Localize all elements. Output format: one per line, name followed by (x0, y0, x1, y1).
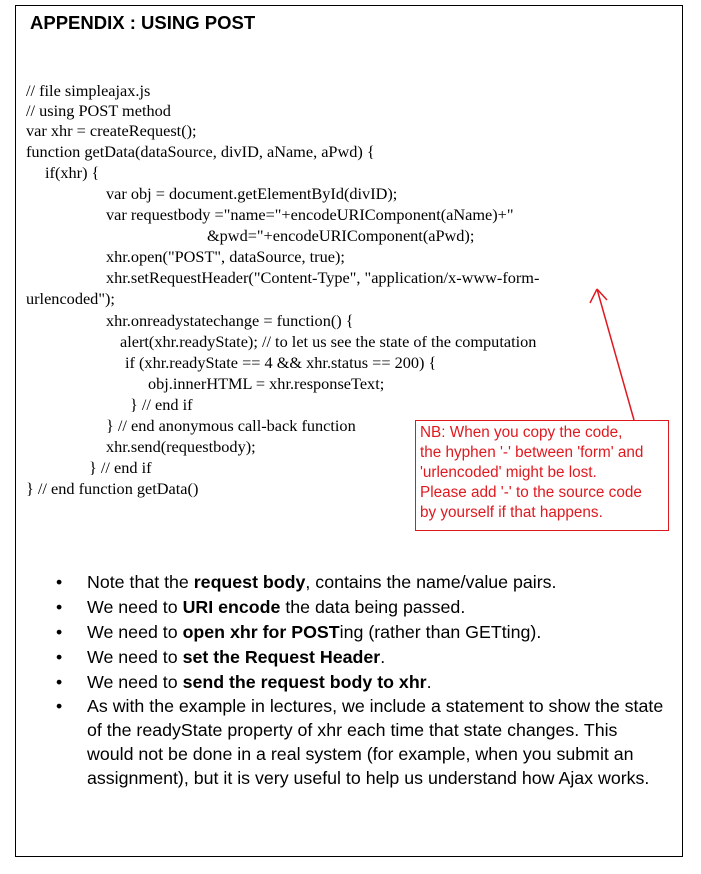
bullet-icon: • (56, 572, 63, 592)
code-line: // using POST method (26, 101, 171, 120)
nb-note-line: Please add '-' to the source code (420, 484, 642, 501)
bullet-icon: • (56, 621, 63, 642)
code-line: xhr.setRequestHeader("Content-Type", "application/x-www-form- (106, 268, 540, 287)
code-line: } // end if (130, 395, 193, 414)
code-line: urlencoded"); (26, 289, 115, 308)
nb-note-box (415, 420, 669, 531)
code-line: if (xhr.readyState == 4 && xhr.status == 200) { (125, 353, 437, 372)
bullet-icon: • (56, 596, 63, 617)
nb-note-line: 'urlencoded' might be lost. (420, 464, 597, 481)
nb-note-line: the hyphen '-' between 'form' and (420, 444, 644, 461)
list-item: • We need to set the Request Header. (56, 646, 386, 667)
code-line: } // end if (89, 458, 152, 477)
list-item: • As with the example in lectures, we include a statement to show the state of the readyState property of xhr each time that state changes. This would not be done in a real system (for example, when you submit an assignment), but it is very useful to help us understand how Ajax works. (56, 696, 664, 789)
code-line: xhr.onreadystatechange = function() { (106, 311, 354, 330)
bullet-icon: • (56, 646, 63, 667)
code-line: var xhr = createRequest(); (26, 121, 197, 140)
code-line: if(xhr) { (45, 163, 100, 182)
list-item: • Note that the request body, contains the name/value pairs. (56, 572, 557, 592)
code-line: &pwd="+encodeURIComponent(aPwd); (207, 226, 475, 245)
code-line: xhr.open("POST", dataSource, true); (106, 247, 345, 266)
code-line: var requestbody ="name="+encodeURIComponent(aName)+" (106, 205, 514, 224)
code-line: // file simpleajax.js (26, 81, 151, 100)
bullet-icon: • (56, 696, 63, 717)
code-line: } // end anonymous call-back function (106, 416, 356, 435)
appendix-heading: APPENDIX : USING POST (30, 12, 256, 33)
code-line: alert(xhr.readyState); // to let us see the state of the computation (120, 332, 537, 351)
nb-note-line: NB: When you copy the code, (420, 424, 623, 441)
list-item: • We need to send the request body to xhr. (56, 671, 432, 692)
code-line: var obj = document.getElementById(divID); (106, 184, 398, 203)
notes-list (56, 570, 666, 791)
nb-note-line: by yourself if that happens. (420, 504, 603, 521)
list-item: • We need to URI encode the data being passed. (56, 596, 466, 617)
code-line: obj.innerHTML = xhr.responseText; (148, 374, 385, 393)
list-item: • We need to open xhr for POSTing (rather than GETting). (56, 621, 542, 642)
code-line: } // end function getData() (26, 479, 199, 498)
code-line: xhr.send(requestbody); (106, 437, 256, 456)
bullet-icon: • (56, 671, 63, 692)
code-line: function getData(dataSource, divID, aName, aPwd) { (26, 142, 375, 161)
